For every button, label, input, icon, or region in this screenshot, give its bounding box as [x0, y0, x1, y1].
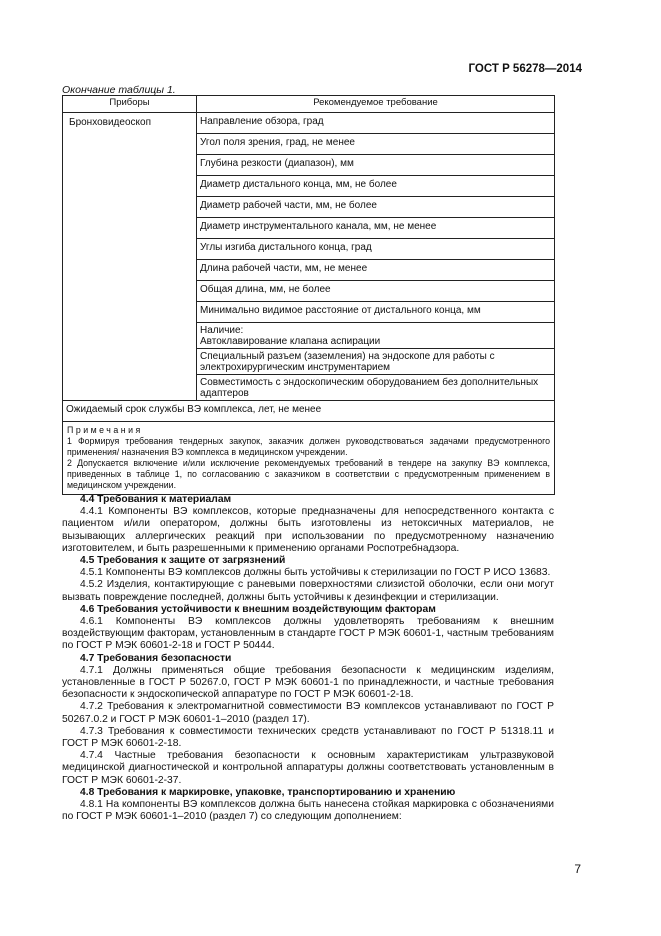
- requirement-cell: Направление обзора, град: [197, 113, 555, 134]
- table-row: [63, 113, 555, 134]
- presence-item: Автоклавирование клапана аспирации: [200, 336, 381, 347]
- table-header-row: [63, 96, 555, 113]
- paragraph: 4.7.2 Требования к электромагнитной совместимости ВЭ комплексов устанавливают по ГОСТ Р 50267.0.2 и ГОСТ Р МЭК 60601-1–2010 (раздел 17).: [62, 701, 554, 725]
- table-row: [63, 218, 555, 239]
- requirement-cell: Общая длина, мм, не более: [197, 281, 555, 302]
- requirement-cell: Угол поля зрения, град, не менее: [197, 134, 555, 155]
- column-header-devices: Приборы: [63, 96, 197, 113]
- requirement-cell: Диаметр дистального конца, мм, не более: [197, 176, 555, 197]
- paragraph: 4.7.4 Частные требования безопасности к основным характеристикам ультразвуковой медицинской диагностической и контрольной аппаратуры должны соответствовать установленным в ГОСТ Р МЭК 60601-2-37.: [62, 750, 554, 786]
- note-1: 1 Формируя требования тендерных закупок, заказчик должен руководствоваться задачами предусмотренного применения/ назначения ВЭ комплекса в медицинском учреждении.: [67, 436, 550, 457]
- notes-header: Примечания: [67, 425, 143, 435]
- requirement-cell: [197, 323, 555, 349]
- device-name-cell: Бронховидеоскоп: [63, 113, 197, 134]
- document-id-header: ГОСТ Р 56278—2014: [468, 63, 582, 75]
- section-heading: 4.5 Требования к защите от загрязнений: [80, 555, 286, 567]
- requirement-cell: Длина рабочей части, мм, не менее: [197, 260, 555, 281]
- requirement-cell: Диаметр инструментального канала, мм, не менее: [197, 218, 555, 239]
- table-row: [63, 323, 555, 349]
- document-body: [62, 494, 554, 823]
- note-2: 2 Допускается включение и/или исключение рекомендуемых требований в тендере на закупку ВЭ комплекса, приведенных в таблице 1, по согласованию с заказчиком в соответствии с предусмотренным применением в медицинском учреждении.: [67, 458, 550, 490]
- section-heading: 4.8 Требования к маркировке, упаковке, транспортированию и хранению: [80, 786, 456, 798]
- paragraph: 4.7.3 Требования к совместимости технических средств устанавливают по ГОСТ Р 51318.11 и ГОСТ Р МЭК 60601-2-18.: [62, 725, 554, 750]
- table-row: [63, 401, 555, 422]
- table-row: [63, 260, 555, 281]
- table-row: [63, 302, 555, 323]
- table-notes: [63, 422, 555, 495]
- table-row: [63, 176, 555, 197]
- page-number: 7: [574, 862, 581, 876]
- table-row: [63, 134, 555, 155]
- table-notes-row: [63, 422, 555, 495]
- table-row: [63, 375, 555, 401]
- paragraph: 4.5.2 Изделия, контактирующие с раневыми поверхностями слизистой оболочки, если они могут вызвать повреждение последней, должны быть устойчивы к дезинфекции и стерилизации.: [62, 579, 554, 603]
- presence-label: Наличие:: [200, 325, 244, 336]
- section-heading: 4.4 Требования к материалам: [80, 494, 232, 505]
- table-caption: Окончание таблицы 1.: [62, 84, 176, 96]
- table-row: [63, 239, 555, 260]
- requirement-cell: Совместимость с эндоскопическим оборудованием без дополнительных адаптеров: [197, 375, 555, 401]
- section-heading: 4.7 Требования безопасности: [80, 652, 232, 664]
- paragraph: 4.8.1 На компоненты ВЭ комплексов должна быть нанесена стойкая маркировка с обозначениями по ГОСТ Р МЭК 60601-1–2010 (раздел 7) со следующим дополнением:: [62, 799, 554, 823]
- paragraph: 4.5.1 Компоненты ВЭ комплексов должны быть устойчивы к стерилизации по ГОСТ Р ИСО 13683.: [80, 567, 551, 579]
- requirements-table: [62, 95, 555, 495]
- table-row: [63, 281, 555, 302]
- paragraph: 4.6.1 Компоненты ВЭ комплексов должны удовлетворять требованиям к внешним воздействующим факторам, установленным в стандарте ГОСТ Р МЭК 60601-1, частным требованиям по ГОСТ Р МЭК 60601-2-18 и ГОСТ Р 50444.: [62, 616, 554, 652]
- requirement-cell: Диаметр рабочей части, мм, не более: [197, 197, 555, 218]
- column-header-requirement: Рекомендуемое требование: [197, 96, 555, 113]
- table-row: [63, 197, 555, 218]
- service-life-cell: Ожидаемый срок службы ВЭ комплекса, лет, не менее: [63, 401, 555, 422]
- requirement-cell: Специальный разъем (заземления) на эндоскопе для работы с электрохирургическим инструментарием: [197, 349, 555, 375]
- section-heading: 4.6 Требования устойчивости к внешним воздействующим факторам: [80, 603, 436, 615]
- requirement-cell: Углы изгиба дистального конца, град: [197, 239, 555, 260]
- requirement-cell: Глубина резкости (диапазон), мм: [197, 155, 555, 176]
- table-row: [63, 155, 555, 176]
- requirement-cell: Минимально видимое расстояние от дистального конца, мм: [197, 302, 555, 323]
- paragraph: 4.7.1 Должны применяться общие требования безопасности к медицинским изделиям, установленные в ГОСТ Р 50267.0, ГОСТ Р МЭК 60601-1 по принадлежности, и частные требования безопасности к эндоскопической аппаратуре по ГОСТ Р МЭК 60601-2-18.: [62, 664, 554, 701]
- table-row: [63, 349, 555, 375]
- paragraph: 4.4.1 Компоненты ВЭ комплексов, которые предназначены для непосредственного контакта с пациентом и/или оператором, должны быть изготовлены из нетоксичных материалов, не вызывающих аллергических реакций при использовании по предусмотренному назначению изготовителем, и быть разрешенными к применению органами Роспотребнадзора.: [62, 506, 554, 554]
